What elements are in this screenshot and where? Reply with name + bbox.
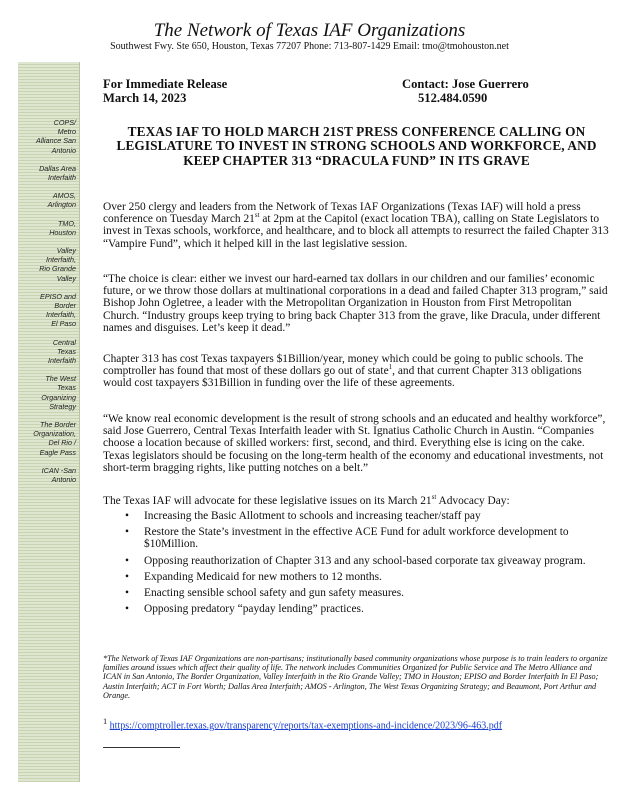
advocacy-issue-text: Expanding Medicaid for new mothers to 12 months.: [144, 570, 382, 583]
sidebar-org-line: Dallas Area: [39, 163, 76, 173]
contact-name: Contact: Jose Guerrero: [402, 77, 529, 91]
paragraph-advocacy-day: The Texas IAF will advocate for these legislative issues on its March 21st Advocacy Day:: [103, 493, 510, 507]
sidebar-org-item: [18, 219, 76, 237]
contact-info: [402, 77, 529, 105]
contact-phone: 512.484.0590: [418, 91, 488, 105]
advocacy-issue-text: Restore the State’s investment in the effective ACE Fund for adult workforce development to $10Million.: [144, 526, 569, 551]
sidebar-org-line: Organization,: [33, 429, 76, 439]
sidebar-org-item: [18, 466, 76, 484]
advocacy-issue-item: [125, 555, 595, 567]
advocacy-issue-item: [125, 526, 595, 550]
sidebar-org-line: COPS/: [53, 118, 76, 127]
advocacy-issue-list: [125, 510, 595, 619]
bullet-icon: •: [125, 510, 129, 522]
advocacy-issue-text: Opposing predatory “payday lending” practices.: [144, 603, 364, 616]
sidebar-org-item: [18, 118, 76, 155]
sidebar-org-line: Central: [52, 337, 76, 347]
letterhead-address: Southwest Fwy. Ste 650, Houston, Texas 77207 Phone: 713-807-1429 Email: tmo@tmohouston.net: [110, 41, 509, 52]
sidebar-org-line: Eagle Pass: [39, 447, 76, 457]
sidebar-org-line: Metro: [57, 127, 76, 137]
advocacy-issue-item: [125, 603, 595, 615]
advocacy-issue-text: Enacting sensible school safety and gun safety measures.: [144, 587, 405, 600]
release-date: March 14, 2023: [103, 91, 187, 105]
comptroller-footnote: [103, 716, 609, 731]
footnote-divider: [103, 747, 180, 748]
footnote-number: 1: [103, 717, 108, 726]
sidebar-org-line: Arlington: [47, 200, 76, 210]
sidebar-org-line: Antonio: [51, 145, 76, 155]
sidebar-org-item: [18, 420, 76, 457]
sidebar-org-line: The West: [45, 374, 76, 384]
paragraph-ogletree-quote: “The choice is clear: either we invest our hard-earned tax dollars in our children and our families’ economic future, or we throw those dollars at multinational corporations in a dead and failed Chapter 313 program,” said Bishop John Ogletree, a leader with the Metropolitan Organization in Houston from First Metropolitan Church. “Industry groups keep trying to bring back Chapter 313 from the grave, like Dracula, under different names and disguises. Let’s keep it dead.”: [103, 273, 608, 334]
bullet-icon: •: [125, 554, 129, 567]
advocacy-issue-item: [125, 587, 595, 599]
sidebar-org-line: Interfaith,: [46, 310, 76, 320]
sidebar-org-line: Interfaith: [48, 173, 76, 183]
sidebar-org-line: AMOS,: [52, 191, 76, 201]
sidebar-org-line: Interfaith,: [46, 255, 76, 265]
sidebar-org-line: Texas: [57, 346, 76, 356]
sidebar-org-line: The Border: [40, 420, 76, 430]
release-label: For Immediate Release: [103, 77, 228, 91]
sidebar-org-line: Strategy: [49, 401, 76, 411]
release-info: [103, 77, 227, 105]
sidebar-org-line: TMO,: [58, 218, 76, 228]
sidebar-org-line: Del Rio /: [48, 438, 76, 448]
sidebar-org-line: EPISO and: [40, 291, 76, 301]
sidebar-org-item: [18, 292, 76, 329]
advocacy-issue-text: Opposing reauthorization of Chapter 313 and any school-based corporate tax giveaway program.: [144, 554, 586, 567]
advocacy-issue-item: [125, 510, 595, 522]
letterhead-title: The Network of Texas IAF Organizations: [153, 20, 466, 41]
paragraph-press-conference: Over 250 clergy and leaders from the Network of Texas IAF Organizations (Texas IAF) will hold a press conference on Tuesday March 21st at 2pm at the Capitol (exact location TBA), calling on State Legislators to invest in Texas schools, workforce, and healthcare, and to block all attempts to resurrect the failed Chapter 313 “Vampire Fund”, which it helped kill in the last legislative session.: [103, 201, 609, 250]
sidebar-org-line: Interfaith: [48, 356, 76, 366]
sidebar-org-item: [18, 191, 76, 209]
sidebar-org-line: Texas: [57, 383, 76, 393]
sidebar-org-line: Rio Grande: [39, 264, 76, 274]
sidebar-org-item: [18, 246, 76, 283]
sidebar-org-line: Alliance San: [36, 136, 76, 146]
advocacy-issue-text: Increasing the Basic Allotment to schools and increasing teacher/staff pay: [144, 510, 481, 522]
sidebar-org-line: ICAN -San: [41, 465, 76, 475]
member-org-list: [18, 118, 76, 493]
sidebar-org-item: [18, 164, 76, 182]
network-footnote: *The Network of Texas IAF Organizations are non-partisans; institutionally based community organizations whose purpose is to train leaders to organize families around issues which affect their quality of life. The network includes Communities Organized for Public Service and The Metro Alliance and ICAN in San Antonio, The Border Organization, Valley Interfaith in the Rio Grande Valley; TMO in Houston; EPISO and Border Interfaith In El Paso; Austin Interfaith; ACT in Fort Worth; Dallas Area Interfaith; AMOS - Arlington, The West Texas Organizing Strategy; and Beaumont, Port Arthur and Orange.: [103, 654, 608, 700]
sidebar-org-item: [18, 374, 76, 411]
sidebar-org-line: Organizing: [41, 392, 76, 402]
sidebar-org-line: Antonio: [51, 475, 76, 485]
paragraph-chapter-313-cost: Chapter 313 has cost Texas taxpayers $1Billion/year, money which could be going to public schools. The comptroller has found that most of these dollars go out of state$^1$, and that current Chapter 313 obligations would cost taxpayers $31Billion in funding over the life of these agreements.: [103, 353, 584, 390]
bullet-icon: •: [125, 570, 129, 583]
press-release-headline: TEXAS IAF TO HOLD MARCH 21ST PRESS CONFERENCE CALLING ON LEGISLATURE TO INVEST IN STRONG SCHOOLS AND WORKFORCE, AND KEEP CHAPTER 313 “DRACULA FUND” IN ITS GRAVE: [116, 124, 597, 168]
bullet-icon: •: [125, 587, 129, 600]
bullet-icon: •: [125, 526, 129, 539]
advocacy-issue-item: [125, 571, 595, 583]
sidebar-org-line: Border: [54, 301, 76, 311]
comptroller-report-link[interactable]: https://comptroller.texas.gov/transparency/reports/tax-exemptions-and-incidence/2023/96-463.pdf: [109, 720, 503, 732]
sidebar-org-line: El Paso: [51, 319, 76, 329]
sidebar-org-line: Houston: [49, 227, 76, 237]
bullet-icon: •: [125, 603, 129, 616]
sidebar-org-item: [18, 338, 76, 366]
paragraph-guerrero-quote: “We know real economic development is the result of strong schools and an educated and healthy workforce”, said Jose Guerrero, Central Texas Interfaith leader with St. Ignatius Catholic Church in Austin. “Companies choose a location because of skilled workers: first, second, and third. Everything else is icing on the cake. Texas legislators should be focusing on the long-term health of the economy and educational investments, not short-term bragging rights, like putting notches on a belt.”: [103, 413, 606, 474]
sidebar-org-line: Valley: [56, 273, 76, 283]
sidebar-org-line: Valley: [56, 246, 76, 256]
